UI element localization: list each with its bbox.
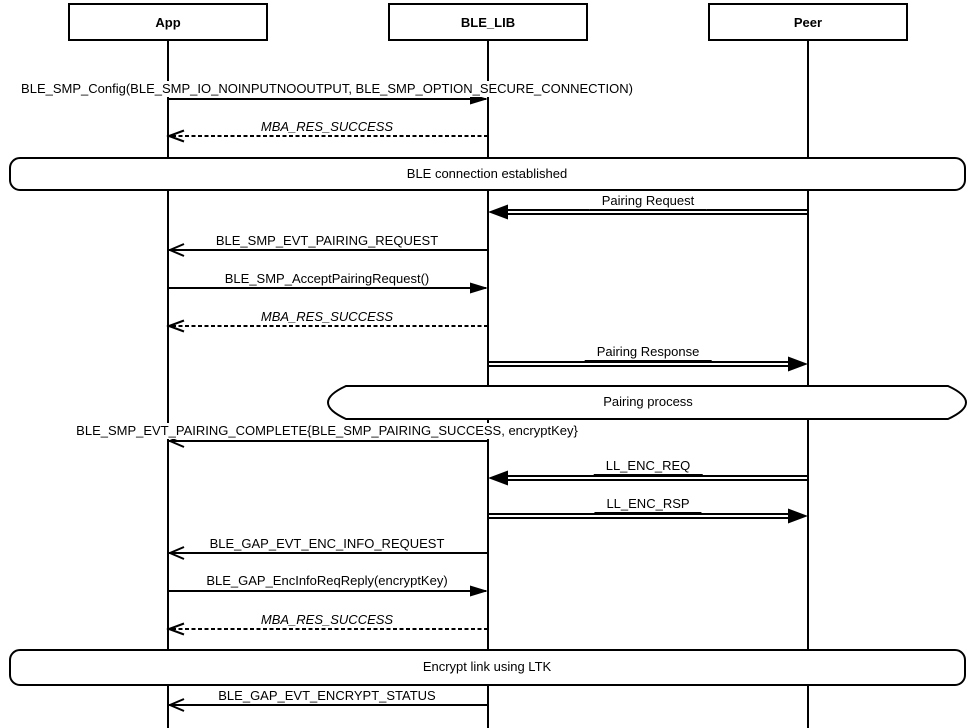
message-label-mba-res-success-3: MBA_RES_SUCCESS xyxy=(260,612,394,627)
message-label-pairing-request: Pairing Request xyxy=(590,194,707,210)
message-label-ll-enc-req: LL_ENC_REQ xyxy=(594,459,703,475)
message-label-evt-encrypt-status: BLE_GAP_EVT_ENCRYPT_STATUS xyxy=(218,688,436,703)
message-label-ble-smp-config: BLE_SMP_Config(BLE_SMP_IO_NOINPUTNOOUTPUT, BLE_SMP_OPTION_SECURE_CONNECTION) xyxy=(21,81,633,96)
message-label-ll-enc-rsp: LL_ENC_RSP xyxy=(594,497,701,513)
band-label-pairing-process: Pairing process xyxy=(603,394,693,409)
actor-peer xyxy=(708,3,908,41)
actor-app-label: App xyxy=(155,14,181,30)
message-label-accept-pairing-request: BLE_SMP_AcceptPairingRequest() xyxy=(224,271,430,286)
band-label-encrypt-link-using-ltk: Encrypt link using LTK xyxy=(422,659,552,674)
message-label-pairing-response: Pairing Response xyxy=(585,345,712,361)
actor-peer-label: Peer xyxy=(793,14,823,30)
message-label-evt-pairing-complete: BLE_SMP_EVT_PAIRING_COMPLETE{BLE_SMP_PAIRING_SUCCESS, encryptKey} xyxy=(76,423,578,438)
actor-app xyxy=(68,3,268,41)
message-label-enc-info-req-reply: BLE_GAP_EncInfoReqReply(encryptKey) xyxy=(206,573,448,588)
message-label-mba-res-success-1: MBA_RES_SUCCESS xyxy=(260,119,394,134)
message-label-evt-enc-info-request: BLE_GAP_EVT_ENC_INFO_REQUEST xyxy=(209,536,445,551)
actor-ble-lib xyxy=(388,3,588,41)
message-label-mba-res-success-2: MBA_RES_SUCCESS xyxy=(260,309,394,324)
actor-ble-lib-label: BLE_LIB xyxy=(460,14,516,30)
message-label-evt-pairing-request: BLE_SMP_EVT_PAIRING_REQUEST xyxy=(215,233,439,248)
band-label-ble-connection-established: BLE connection established xyxy=(406,166,568,181)
